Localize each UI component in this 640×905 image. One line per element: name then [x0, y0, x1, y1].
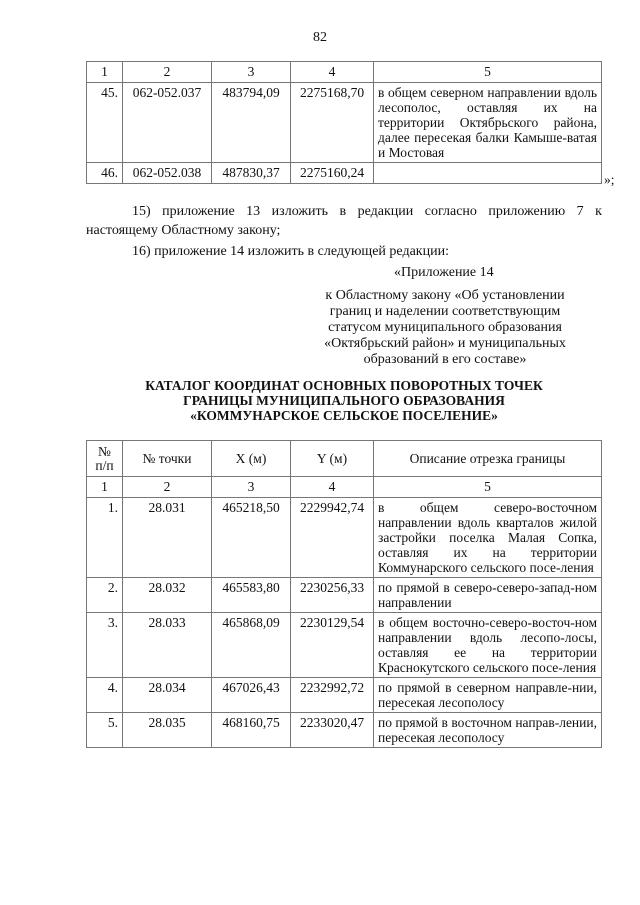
table-row	[87, 83, 602, 163]
appendix-ref-line: границ и наделении соответствующим	[329, 304, 561, 319]
row-number: 3.	[87, 613, 123, 678]
appendix-ref-line: статусом муниципального образования	[328, 320, 562, 335]
table-index-row	[87, 477, 602, 498]
segment-description	[374, 163, 602, 184]
appendix-title: «Приложение 14	[394, 265, 494, 280]
header-description: Описание отрезка границы	[374, 441, 602, 477]
segment-description: в общем северо-восточном направлении вдоль кварталов жилой застройки поселка Малая Сопка, оставляя их на территории Коммунарского сельского посе-ления	[374, 498, 602, 578]
y-coordinate: 2275160,24	[291, 163, 374, 184]
y-coordinate: 2233020,47	[291, 713, 374, 748]
y-coordinate: 2232992,72	[291, 678, 374, 713]
catalog-heading	[86, 378, 602, 423]
row-number: 45.	[87, 83, 123, 163]
closing-quote: »;	[604, 172, 615, 187]
index-cell: 3	[212, 477, 291, 498]
segment-description: в общем восточно-северо-восточ-ном направлении вдоль лесопо-лосы, оставляя ее на территории Краснокутского сельского посе-ления	[374, 613, 602, 678]
point-number: 28.035	[123, 713, 212, 748]
point-number: 062-052.038	[123, 163, 212, 184]
table-row	[87, 613, 602, 678]
table-header-row	[87, 441, 602, 477]
index-cell: 2	[123, 477, 212, 498]
index-cell: 1	[87, 62, 123, 83]
row-number: 4.	[87, 678, 123, 713]
index-cell: 5	[374, 477, 602, 498]
table-row	[87, 713, 602, 748]
index-cell: 4	[291, 62, 374, 83]
x-coordinate: 465583,80	[212, 578, 291, 613]
x-coordinate: 483794,09	[212, 83, 291, 163]
y-coordinate: 2229942,74	[291, 498, 374, 578]
segment-description: в общем северном направлении вдоль лесополос, оставляя их на территории Октябрьского района, далее пересекая балки Камыше-ватая и Мостовая	[374, 83, 602, 163]
page-number: 82	[313, 30, 327, 45]
x-coordinate: 465868,09	[212, 613, 291, 678]
paragraph-16: 16) приложение 14 изложить в следующей редакции:	[132, 244, 449, 259]
catalog-heading-line: ГРАНИЦЫ МУНИЦИПАЛЬНОГО ОБРАЗОВАНИЯ	[183, 393, 505, 408]
catalog-heading-line: КАТАЛОГ КООРДИНАТ ОСНОВНЫХ ПОВОРОТНЫХ ТОЧЕК	[145, 378, 543, 393]
header-num-line: №	[98, 443, 111, 459]
y-coordinate: 2230256,33	[291, 578, 374, 613]
segment-description: по прямой в северном направле-нии, пересекая лесополосу	[374, 678, 602, 713]
x-coordinate: 467026,43	[212, 678, 291, 713]
index-cell: 2	[123, 62, 212, 83]
catalog-heading-line: «КОММУНАРСКОЕ СЕЛЬСКОЕ ПОСЕЛЕНИЕ»	[190, 408, 498, 423]
table-row	[87, 163, 602, 184]
x-coordinate: 465218,50	[212, 498, 291, 578]
table-row	[87, 498, 602, 578]
index-cell: 3	[212, 62, 291, 83]
coordinates-catalog-table	[86, 440, 602, 748]
header-x: X (м)	[212, 441, 291, 477]
point-number: 28.033	[123, 613, 212, 678]
point-number: 062-052.037	[123, 83, 212, 163]
table-row	[87, 578, 602, 613]
x-coordinate: 487830,37	[212, 163, 291, 184]
header-num	[87, 441, 123, 477]
y-coordinate: 2230129,54	[291, 613, 374, 678]
paragraph-15: 15) приложение 13 изложить в редакции согласно приложению 7 к настоящему Областному закону;	[86, 204, 602, 238]
point-number: 28.034	[123, 678, 212, 713]
header-num-line: п/п	[95, 457, 114, 473]
index-cell: 5	[374, 62, 602, 83]
header-point: № точки	[123, 441, 212, 477]
row-number: 1.	[87, 498, 123, 578]
appendix-ref-line: к Областному закону «Об установлении	[325, 288, 565, 303]
header-y: Y (м)	[291, 441, 374, 477]
point-number: 28.031	[123, 498, 212, 578]
coordinates-table-continued	[86, 61, 602, 184]
row-number: 2.	[87, 578, 123, 613]
appendix-ref-line: образований в его составе»	[363, 352, 527, 367]
segment-description: по прямой в северо-северо-запад-ном направлении	[374, 578, 602, 613]
row-number: 5.	[87, 713, 123, 748]
segment-description: по прямой в восточном направ-лении, пересекая лесополосу	[374, 713, 602, 748]
table-index-row	[87, 62, 602, 83]
index-cell: 1	[87, 477, 123, 498]
appendix-reference	[310, 288, 580, 368]
y-coordinate: 2275168,70	[291, 83, 374, 163]
index-cell: 4	[291, 477, 374, 498]
appendix-ref-line: «Октябрьский район» и муниципальных	[324, 336, 566, 351]
table-row	[87, 678, 602, 713]
point-number: 28.032	[123, 578, 212, 613]
x-coordinate: 468160,75	[212, 713, 291, 748]
row-number: 46.	[87, 163, 123, 184]
